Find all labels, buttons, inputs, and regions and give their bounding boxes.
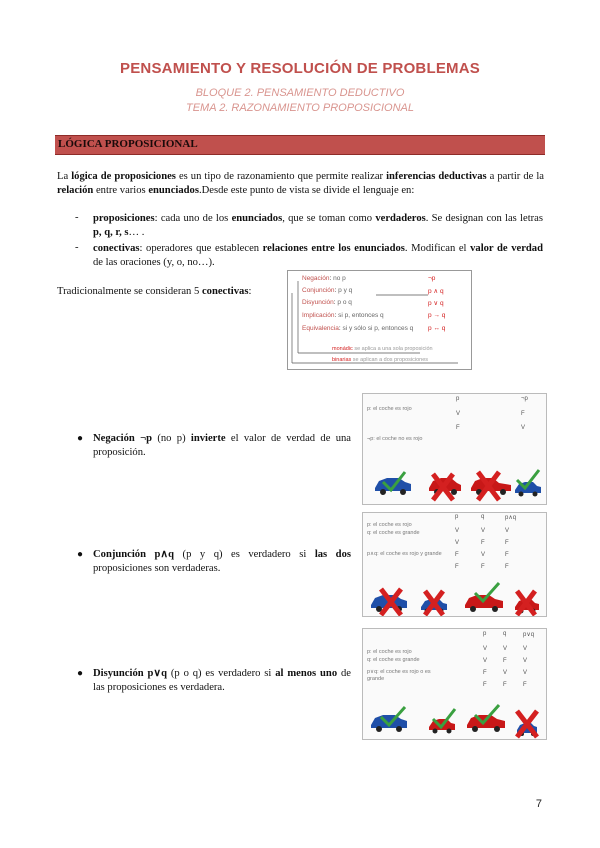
page-number: 7 [535,798,542,810]
diagram-row-equivalencia: Equivalencia: si y sólo si p, entonces q [302,325,414,332]
diagram-binary-note: binarias se aplican a dos proposiciones [332,357,429,363]
bullet: ● [77,433,84,444]
topic-subtitle: TEMA 2. RAZONAMIENTO PROPOSICIONAL [186,102,414,114]
car-icon [465,595,503,612]
truth-cell: F [523,682,527,688]
prop-label: q: el coche es grande [367,657,420,663]
truth-cell: V [483,658,488,664]
prop-label: p∧q: el coche es rojo y grande [367,551,442,557]
conjunction-figure [362,512,547,617]
disjunction-text: Disyunción p∨q (p o q) es verdadero si al menos uno de las proposiciones es verdadera. [93,668,351,693]
section-header [55,135,545,155]
cross-icon [517,711,537,737]
diagram-symbol: p ∧ q [428,288,444,295]
prop-label: q: el coche es grande [367,530,420,536]
truth-cell: V [523,670,528,676]
truth-cell: V [481,552,486,558]
negation-figure [362,393,547,505]
section-title: LÓGICA PROPOSICIONAL [58,138,198,150]
truth-head: p [455,514,459,520]
truth-cell: F [521,411,525,417]
cars-illustration [363,394,546,504]
diagram-symbol: p → q [428,312,446,319]
truth-cell: V [503,646,508,652]
conjunction-text: Conjunción p∧q (p y q) es verdadero si las dos proposiciones son verdaderas. [93,549,351,574]
truth-head: q [481,514,485,520]
truth-cell: F [505,552,509,558]
intro-paragraph: La lógica de proposiciones es un tipo de razonamiento que permite realizar inferencias deductivas a partir de la relación entre varios enunciados.Desde este punto de vista se divide el lenguaje en: [57,171,544,196]
truth-cell: F [481,564,485,570]
diagram-row-implicacion: Implicación: si p, entonces q [302,312,384,319]
truth-cell: F [505,564,509,570]
check-icon [475,583,499,601]
truth-head: p∨q [523,632,535,638]
diagram-symbol: p ↔ q [428,325,446,332]
truth-head: p∧q [505,515,517,521]
truth-cell: F [455,552,459,558]
truth-cell: V [505,528,510,534]
diagram-monadic-note: monádic se aplica a una sola proposición [332,346,433,352]
prop-label: ¬p: el coche no es rojo [367,436,423,442]
prop-label: p∨q: el coche es rojo o es grande [367,669,431,682]
truth-cell: V [456,411,461,417]
truth-cell: F [481,540,485,546]
truth-cell: V [521,425,526,431]
truth-cell: F [483,682,487,688]
truth-cell: F [505,540,509,546]
diagram-brackets [288,271,471,369]
connectives-intro: Tradicionalmente se consideran 5 conectivas: [57,286,252,297]
prop-label: p: el coche es rojo [367,649,412,655]
cars-illustration [363,629,546,739]
truth-head: p [483,631,487,637]
bullet: ● [77,549,84,560]
truth-cell: V [483,646,488,652]
truth-cell: V [455,528,460,534]
truth-cell: V [523,658,528,664]
truth-cell: V [481,528,486,534]
truth-cell: F [455,564,459,570]
diagram-symbol: p ∨ q [428,300,444,307]
prop-label: p: el coche es rojo [367,406,412,412]
truth-cell: F [456,425,460,431]
truth-cell: F [503,682,507,688]
disjunction-figure [362,628,547,740]
list-dash: - [75,242,79,253]
truth-head: ¬p [521,396,528,402]
cars-illustration [363,513,546,616]
truth-head: q [503,631,507,637]
list-item-conectivas: conectivas: operadores que establecen relaciones entre los enunciados. Modifican el valor de verdad de las oraciones (y, o, no…). [93,243,543,268]
diagram-symbol: ¬p [428,275,436,282]
diagram-row-disyuncion: Disyunción: p o q [302,299,352,306]
diagram-row-negacion: Negación: no p [302,275,346,282]
truth-cell: V [523,646,528,652]
truth-cell: F [483,670,487,676]
negation-text: Negación ¬p (no p) invierte el valor de verdad de una proposición. [93,433,352,458]
connectives-diagram [287,270,472,370]
truth-cell: F [503,658,507,664]
diagram-row-conjuncion: Conjunción: p y q [302,287,353,294]
list-dash: - [75,212,79,223]
block-subtitle: BLOQUE 2. PENSAMIENTO DEDUCTIVO [195,87,405,99]
list-item-proposiciones: proposiciones: cada uno de los enunciados, que se toman como verdaderos. Se designan con las letras p, q, r, s… . [93,213,543,238]
truth-head: p [456,396,460,402]
bullet: ● [77,668,84,679]
truth-cell: V [455,540,460,546]
prop-label: p: el coche es rojo [367,522,412,528]
document-title: PENSAMIENTO Y RESOLUCIÓN DE PROBLEMAS [120,60,480,77]
truth-cell: V [503,670,508,676]
